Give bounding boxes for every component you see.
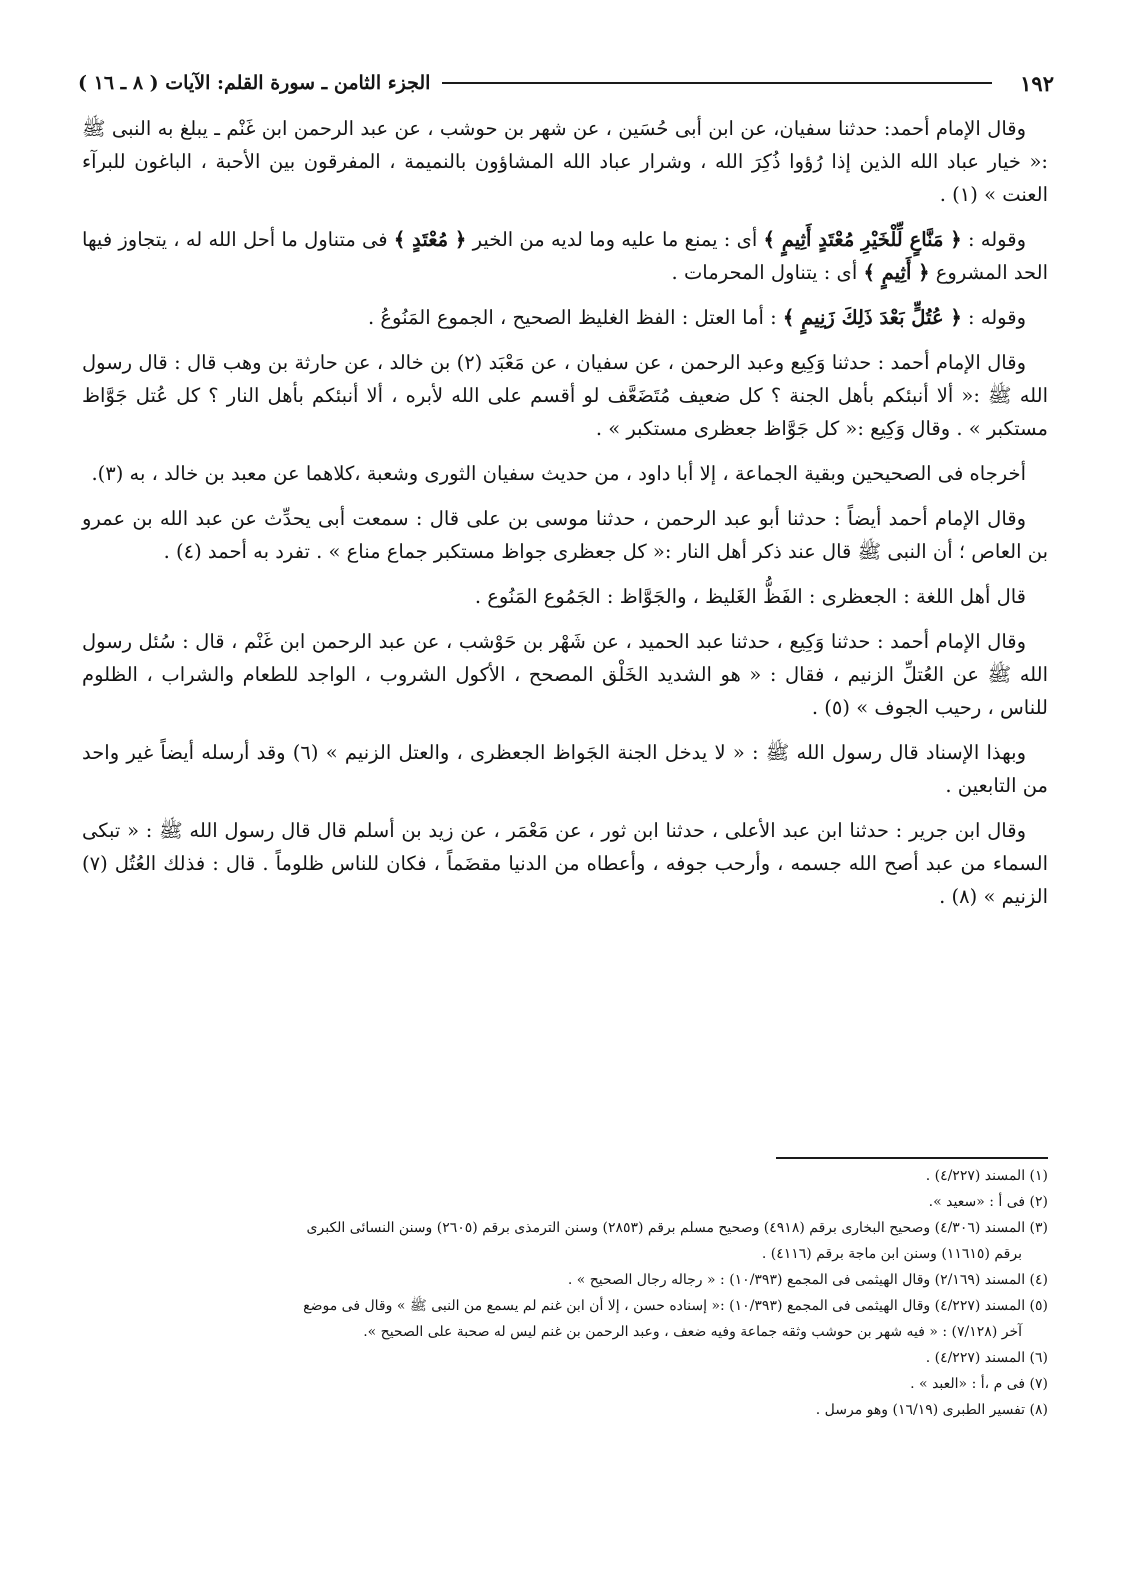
footnote-text: (٣) المسند (٤/٣٠٦) وصحيح البخارى برقم (٤٩١٨) وصحيح مسلم برقم (٢٨٥٣) وسنن الترمذى برقم (٢٦٠٥) وسنن النسائى الكبرى — [306, 1220, 1048, 1236]
quran-verse: ﴿ مَنَّاعٍ لِّلْخَيْرِ مُعْتَدٍ أَثِيمٍ ﴾ — [763, 228, 962, 251]
paragraph: وقال الإمام أحمد: حدثنا سفيان، عن ابن أبى حُسَين ، عن شهر بن حوشب ، عن عبد الرحمن ابن غَنْم ـ يبلغ به النبى ﷺ :« خيار عباد الله الذين إذا رُؤوا ذُكِرَ الله ، وشرار عباد الله المشاؤون بالنميمة ، المفرقون بين الأحبة ، الباغون للبرآء العنت » (١) . — [82, 117, 1048, 206]
footnote — [82, 1293, 1048, 1345]
paragraph — [82, 223, 1048, 289]
paragraph-text: فى متناول ما أحل الله له ، يتجاوز فيها الحد المشروع — [82, 228, 1048, 284]
footnote: (٧) فى م ،أ : «العبد » . — [910, 1376, 1048, 1392]
quran-verse: ﴿ مُعْتَدٍ ﴾ — [393, 228, 467, 251]
quran-verse: ﴿ عُتُلٍّ بَعْدَ ذَلِكَ زَنِيمٍ ﴾ — [782, 306, 962, 329]
paragraph: وبهذا الإسناد قال رسول الله ﷺ : « لا يدخل الجنة الجَواظ الجعظرى ، والعتل الزنيم » (٦) وقد أرسله أيضاً غير واحد من التابعين . — [82, 741, 1048, 797]
footnote — [82, 1215, 1048, 1267]
paragraph — [82, 301, 1048, 334]
quran-verse: ﴿ أَثِيمٍ ﴾ — [863, 261, 930, 284]
paragraph-text: وقوله : — [961, 306, 1026, 329]
header-rule — [442, 82, 992, 84]
footnote: (١) المسند (٤/٢٢٧) . — [925, 1168, 1048, 1184]
paragraph: وقال الإمام أحمد أيضاً : حدثنا أبو عبد الرحمن ، حدثنا موسى بن على قال : سمعت أبى يحدِّث عن عبد الله بن عمرو بن العاص ؛ أن النبى ﷺ قال عند ذكر أهل النار :« كل جعظرى جواظ مستكبر جماع مناع » . تفرد به أحمد (٤) . — [82, 507, 1048, 563]
paragraph-text: أى : يمنع ما عليه وما لديه من الخير — [466, 228, 764, 251]
footnote: (٤) المسند (٢/١٦٩) وقال الهيثمى فى المجمع (١٠/٣٩٣) : « رجاله رجال الصحيح » . — [567, 1272, 1048, 1288]
running-header — [78, 66, 1054, 100]
running-title: الجزء الثامن ـ سورة القلم: الآيات ( ٨ ـ ١٦ ) — [78, 72, 431, 94]
paragraph: وقال ابن جرير : حدثنا ابن عبد الأعلى ، حدثنا ابن ثور ، عن مَعْمَر ، عن زيد بن أسلم قال قال رسول الله ﷺ : « تبكى السماء من عبد أصح الله جسمه ، وأرحب جوفه ، وأعطاه من الدنيا مقضَماً ، فكان للناس ظلوماً . قال : فذلك العُتُل (٧) الزنيم » (٨) . — [82, 819, 1048, 908]
footnote-continuation: آخر (٧/١٢٨) : « فيه شهر بن حوشب وثقه جماعة وفيه ضعف ، وعبد الرحمن بن غنم ليس له صحبة على الصحيح ». — [363, 1324, 1022, 1340]
footnote: (٢) فى أ : «سعيد ». — [928, 1194, 1048, 1210]
paragraph-text: : أما العتل : الفظ الغليظ الصحيح ، الجموع المَنُوعُ . — [368, 306, 783, 329]
footnote: (٦) المسند (٤/٢٢٧) . — [925, 1350, 1048, 1366]
paragraph: قال أهل اللغة : الجعظرى : الفَظُّ الغَليظ ، والجَوَّاظ : الجَمُوع المَنُوع . — [474, 585, 1026, 608]
paragraph: وقال الإمام أحمد : حدثنا وَكِيع ، حدثنا عبد الحميد ، عن شَهْر بن حَوْشب ، عن عبد الرحمن ابن غَنْم ، قال : سُئل رسول الله ﷺ عن العُتلِّ الزنيم ، فقال : « هو الشديد الخَلْق المصحح ، الأكول الشروب ، الواجد للطعام والشراب ، الظلوم للناس ، رحيب الجوف » (٥) . — [82, 630, 1048, 719]
paragraph-text: وقوله : — [961, 228, 1026, 251]
footnotes — [82, 1163, 1048, 1423]
page-number: ١٩٢ — [1020, 70, 1054, 96]
paragraph: وقال الإمام أحمد : حدثنا وَكِيع وعبد الرحمن ، عن سفيان ، عن مَعْبَد (٢) بن خالد ، عن حارثة بن وهب قال : قال رسول الله ﷺ :« ألا أنبئكم بأهل الجنة ؟ كل ضعيف مُتَضَعَّف لو أقسم على الله لأبره ، ألا أنبئكم بأهل النار ؟ كل عُتل جَوَّاظ مستكبر » . وقال وَكِيع :« كل جَوَّاظ جعظرى مستكبر » . — [82, 351, 1048, 440]
footnote-text: (٥) المسند (٤/٢٢٧) وقال الهيثمى فى المجمع (١٠/٣٩٣) :« إسناده حسن ، إلا أن ابن غنم لم يسمع من النبى ﷺ » وقال فى موضع — [303, 1298, 1048, 1314]
footnote: (٨) تفسير الطبرى (١٦/١٩) وهو مرسل . — [815, 1402, 1048, 1418]
main-text — [82, 112, 1048, 925]
paragraph-text: أى : يتناول المحرمات . — [671, 261, 864, 284]
footnote-continuation: برقم (١١٦١٥) وسنن ابن ماجة برقم (٤١١٦) . — [761, 1246, 1022, 1262]
footnote-rule — [776, 1157, 1048, 1159]
paragraph: أخرجاه فى الصحيحين وبقية الجماعة ، إلا أبا داود ، من حديث سفيان الثورى وشعبة ،كلاهما عن معبد بن خالد ، به (٣). — [91, 462, 1026, 485]
